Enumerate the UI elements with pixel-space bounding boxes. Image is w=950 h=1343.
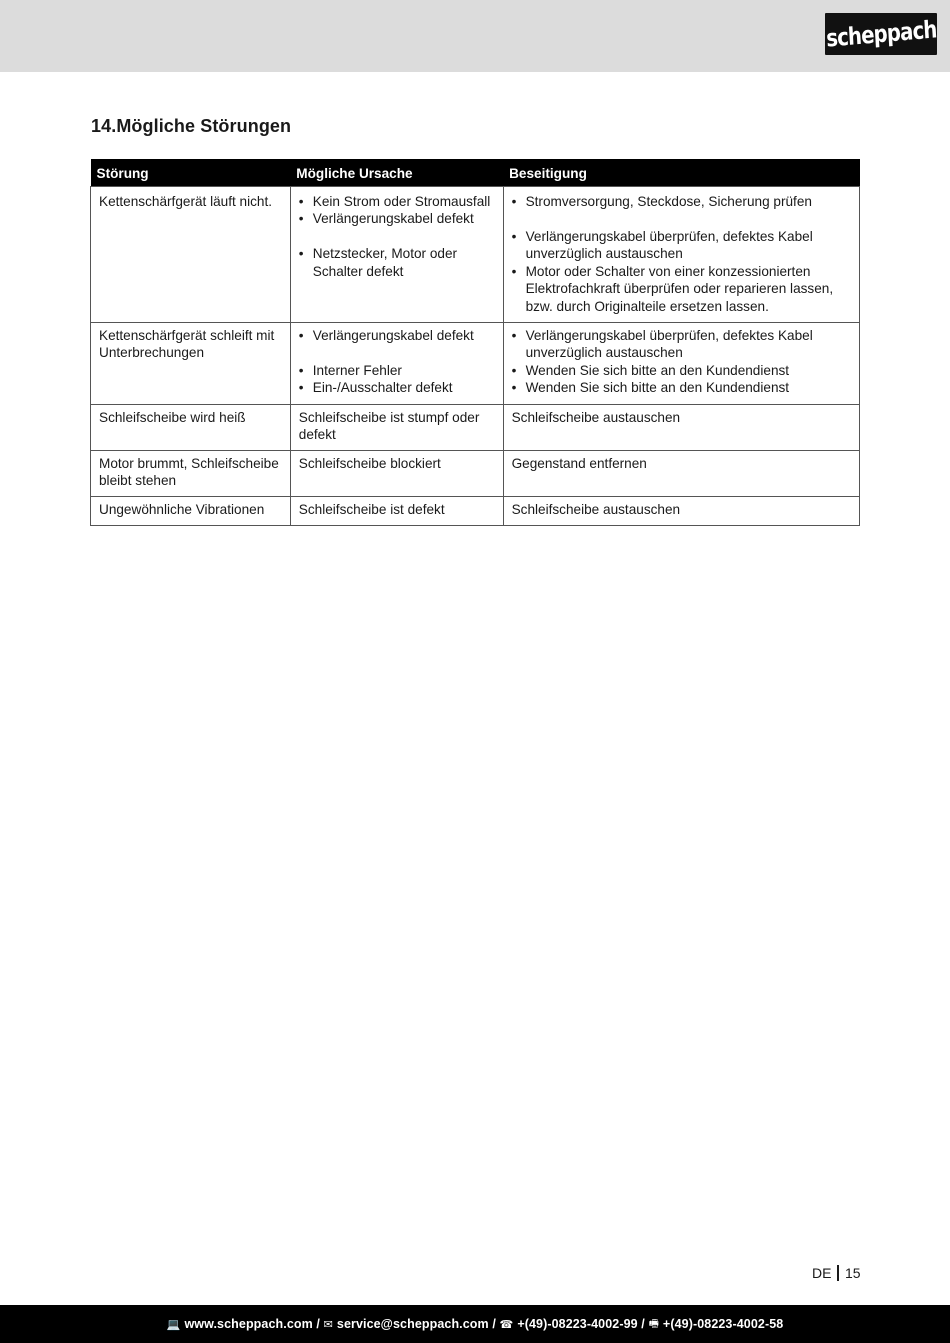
list-item: • Verlängerungskabel defekt — [299, 210, 495, 228]
cell-beseitigung — [503, 322, 859, 404]
cell-stoerung: Ungewöhnliche Vibrationen — [91, 497, 291, 526]
footer-email-link[interactable]: service@scheppach.com — [336, 1317, 489, 1331]
cell-ursache — [290, 322, 503, 404]
table-header-row — [91, 159, 860, 186]
table-row — [91, 322, 860, 404]
list-item: • Interner Fehler — [299, 362, 495, 380]
cell-beseitigung: Schleifscheibe austauschen — [503, 497, 859, 526]
page-number-divider — [837, 1265, 839, 1281]
page-number-value: 15 — [844, 1265, 861, 1281]
list-item: • Stromversorgung, Steckdose, Sicherung prüfen — [512, 193, 851, 211]
table-row — [91, 404, 860, 450]
header-stoerung: Störung — [91, 159, 291, 186]
footer-separator: / — [316, 1317, 320, 1331]
footer-separator: / — [641, 1317, 645, 1331]
header-ursache: Mögliche Ursache — [290, 159, 503, 186]
computer-icon: 💻 — [166, 1317, 181, 1331]
cell-stoerung: Kettenschärfgerät läuft nicht. — [91, 186, 291, 322]
cell-beseitigung: Schleifscheibe austauschen — [503, 404, 859, 450]
cell-beseitigung — [503, 186, 859, 322]
brand-logo — [825, 13, 937, 55]
list-item: • Netzstecker, Motor oder Schalter defekt — [299, 245, 495, 280]
email-icon: ✉ — [323, 1317, 333, 1331]
page-lang: DE — [812, 1265, 832, 1281]
list-item: • Kein Strom oder Stromausfall — [299, 193, 495, 211]
cell-stoerung: Schleifscheibe wird heiß — [91, 404, 291, 450]
page-number — [812, 1265, 861, 1281]
section-title: 14.Mögliche Störungen — [91, 116, 292, 136]
list-item: • Verlängerungskabel defekt — [299, 327, 495, 345]
cell-ursache: Schleifscheibe ist defekt — [290, 497, 503, 526]
list-item: • Wenden Sie sich bitte an den Kundendienst — [512, 362, 851, 380]
cell-stoerung: Kettenschärfgerät schleift mit Unterbrechungen — [91, 322, 291, 404]
cell-ursache: Schleifscheibe ist stumpf oder defekt — [290, 404, 503, 450]
list-item: • Ein-/Ausschalter defekt — [299, 379, 495, 397]
footer-bar — [0, 1305, 950, 1343]
footer-web-link[interactable]: www.scheppach.com — [184, 1317, 313, 1331]
list-item: • Verlängerungskabel überprüfen, defektes Kabel unverzüglich austauschen — [512, 228, 851, 263]
fax-icon: 🖷 — [648, 1316, 659, 1330]
footer-phone: +(49)-08223-4002-99 — [517, 1317, 638, 1331]
list-item: • Verlängerungskabel überprüfen, defektes Kabel unverzüglich austauschen — [512, 327, 851, 362]
table-row — [91, 497, 860, 526]
footer-separator: / — [492, 1317, 496, 1331]
cell-stoerung: Motor brummt, Schleifscheibe bleibt stehen — [91, 450, 291, 496]
phone-icon: ☎ — [499, 1317, 514, 1331]
cell-ursache — [290, 186, 503, 322]
troubleshooting-table — [90, 159, 860, 526]
brand-logo-text: scheppach — [825, 15, 937, 53]
list-item: • Wenden Sie sich bitte an den Kundendienst — [512, 379, 851, 397]
list-item: • Motor oder Schalter von einer konzessionierten Elektrofachkraft überprüfen oder reparieren lassen, bzw. durch Originalteile ersetzen lassen. — [512, 263, 851, 316]
table-row — [91, 450, 860, 496]
header-beseitigung: Beseitigung — [503, 159, 859, 186]
table-row — [91, 186, 860, 322]
cell-beseitigung: Gegenstand entfernen — [503, 450, 859, 496]
header-band — [0, 0, 950, 72]
cell-ursache: Schleifscheibe blockiert — [290, 450, 503, 496]
footer-fax: +(49)-08223-4002-58 — [662, 1317, 784, 1331]
